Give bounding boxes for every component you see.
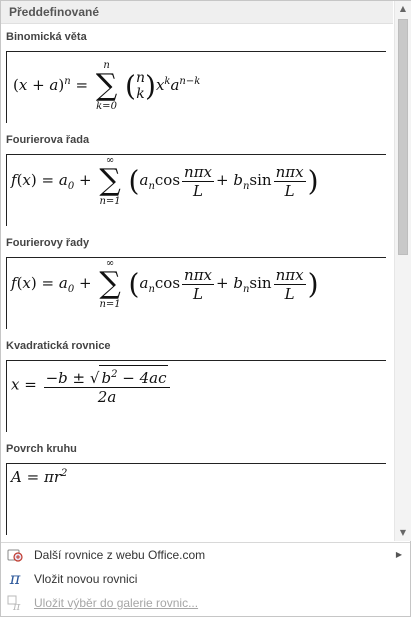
fourier-equation: $f(x) = a_0$ + ∞ ∑ n=1 ($a_n\cos$ $\frac{\text{nπx}}{L}$ + $b_n\sin$ $\frac{\text{nπx}}{L}$ ) [11, 155, 319, 207]
gallery-item-title: Kvadratická rovnice [6, 340, 111, 352]
quadratic-equation: x = $\frac{-b \pm √ b^2 - 4ac}{2a}$ [11, 365, 172, 406]
pi-icon: π [9, 569, 21, 588]
binomial-equation: $(x + a)^n$ = n ∑ k=0 ( n k )$x^ka^{n-k}$ [13, 60, 201, 112]
gallery-item-title: Fourierovy řady [6, 237, 90, 249]
gallery-scrollbar[interactable] [394, 1, 411, 541]
menu-item-label: Další rovnice z webu Office.com [34, 548, 206, 562]
equation-preview [6, 257, 386, 329]
gallery-item-fourier-series-2[interactable] [1, 230, 393, 333]
gallery-item-binomial[interactable] [1, 24, 393, 127]
submenu-arrow-icon: ▶ [395, 550, 402, 559]
office-web-icon [7, 547, 23, 563]
scroll-up-button[interactable]: ▲ [399, 4, 407, 13]
scroll-thumb[interactable] [398, 19, 408, 255]
menu-item-insert-new-equation[interactable] [1, 567, 410, 591]
pi-save-icon [7, 595, 23, 611]
menu-item-label: Vložit novou rovnici [34, 572, 138, 586]
gallery-item-quadratic[interactable] [1, 333, 393, 436]
menu-item-label: Uložit výběr do galerie rovnic... [34, 596, 199, 610]
gallery-section-header: Předdefinované [1, 1, 393, 24]
menu-item-save-selection[interactable] [1, 591, 410, 615]
menu-item-more-equations[interactable] [1, 543, 410, 567]
circle-area-equation: $A = \pi r^2$ [11, 468, 68, 486]
fourier-equation: $f(x) = a_0$ + ∞ ∑ n=1 ($a_n\cos$ $\frac{\text{nπx}}{L}$ + $b_n\sin$ $\frac{\text{nπx}}{L}$ ) [11, 258, 319, 310]
gallery-item-circle-area[interactable] [1, 436, 393, 539]
equation-preview [6, 360, 386, 432]
gallery-menu [1, 542, 410, 615]
equation-preview [6, 463, 386, 535]
equation-preview [6, 154, 386, 226]
gallery-item-fourier-series[interactable] [1, 127, 393, 230]
svg-text:π: π [13, 600, 21, 611]
gallery-item-title: Binomická věta [6, 31, 87, 43]
equation-gallery [1, 1, 393, 541]
gallery-item-title: Povrch kruhu [6, 443, 77, 455]
equation-preview [6, 51, 386, 123]
scroll-down-button[interactable]: ▼ [399, 528, 407, 537]
gallery-item-title: Fourierova řada [6, 134, 90, 146]
